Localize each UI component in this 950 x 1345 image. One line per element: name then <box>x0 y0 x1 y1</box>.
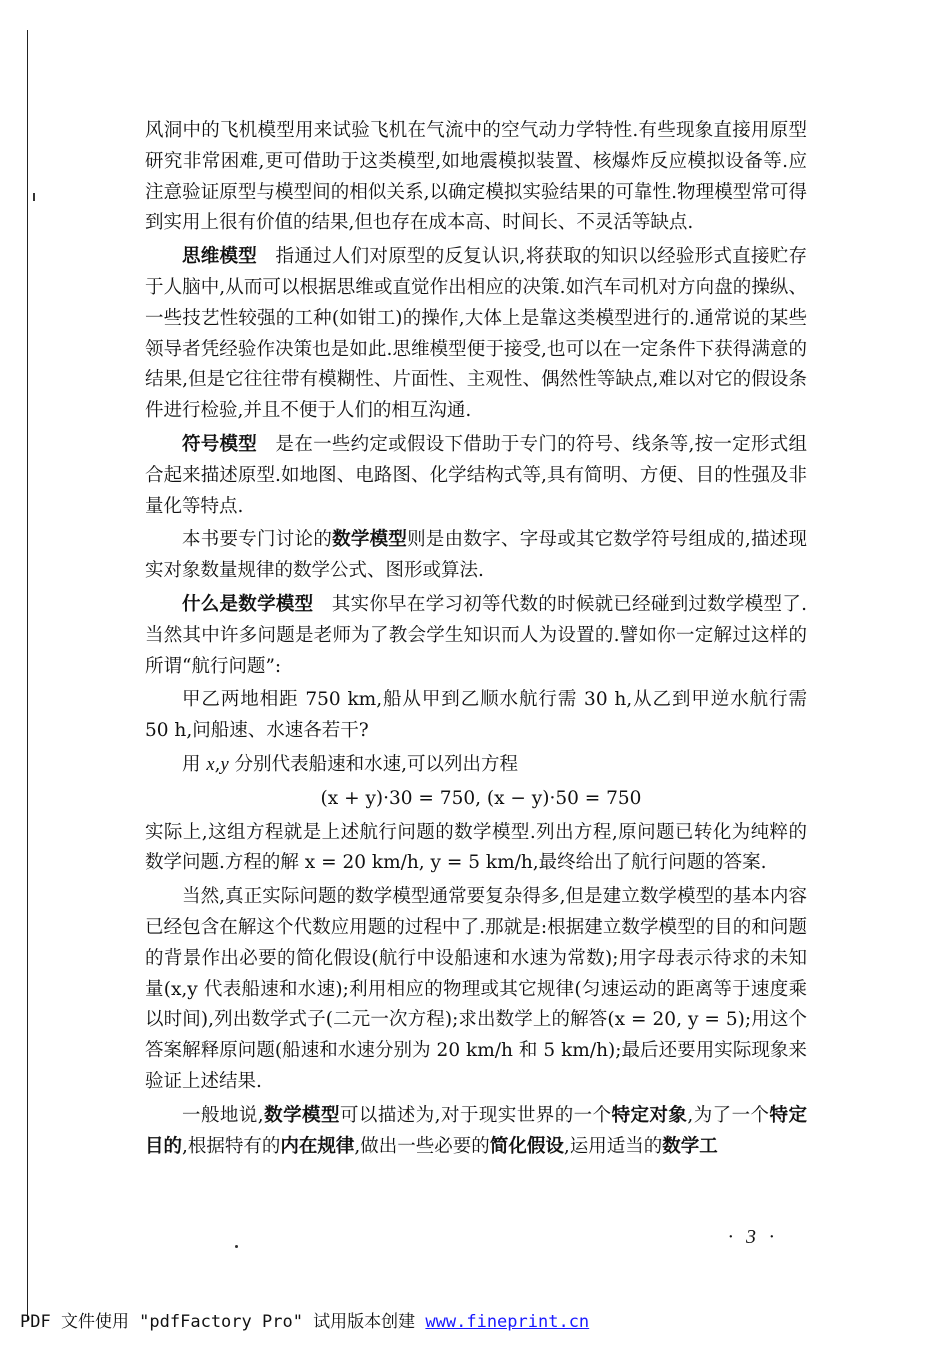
paragraph-symbol-model <box>145 430 807 522</box>
paragraph-navigation-problem: 甲乙两地相距 750 km,船从甲到乙顺水航行需 30 h,从乙到甲逆水航行需 50 h,问船速、水速各若干? <box>145 689 807 742</box>
equation-system: (x + y)·30 = 750, (x − y)·50 = 750 <box>320 787 642 809</box>
paragraph-physical-model-end: 风洞中的飞机模型用来试验飞机在气流中的空气动力学特性.有些现象直接用原型研究非常困难,更可借助于这类模型,如地震模拟装置、核爆炸反应模拟设备等.应注意验证原型与模型间的相似关系,以确定模拟实验结果的可靠性.物理模型常可得到实用上很有价值的结果,但也存在成本高、时间长、不灵活等缺点. <box>145 120 807 234</box>
math-model-intro-text-a: 本书要专门讨论的 <box>182 529 333 551</box>
term-specific-object: 特定对象 <box>611 1104 688 1126</box>
term-definition-math-model: 数学模型 <box>263 1104 340 1126</box>
paragraph-definition <box>145 1101 807 1163</box>
math-model-intro-text-b: 则是由数字、字母或其它数学符号组成的,描述现实对象数量规律的数学公式、图形或算法. <box>145 529 807 582</box>
scan-mark <box>33 193 35 201</box>
thinking-model-text: 指通过人们对原型的反复认识,将获取的知识以经验形式直接贮存于人脑中,从而可以根据思维或直觉作出相应的决策.如汽车司机对方向盘的操纵、一些技艺性较强的工种(如钳工)的操作,大体上是靠这类模型进行的.通常说的某些领导者凭经验作决策也是如此.思维模型便于接受,也可以在一定条件下获得满意的结果,但是它往往带有模糊性、片面性、主观性、偶然性等缺点,难以对它的假设条件进行检验,并且不便于人们的相互沟通. <box>145 246 807 422</box>
variables-text-c: 分别代表船速和水速,可以列出方程 <box>228 753 518 775</box>
definition-text-e: ,做出一些必要的 <box>354 1135 490 1157</box>
paragraph-variables <box>145 750 807 781</box>
term-simplifying-assumption: 简化假设 <box>489 1135 564 1157</box>
paragraph-equation-solution: 实际上,这组方程就是上述航行问题的数学模型.列出方程,原问题已转化为纯粹的数学问题.方程的解 x = 20 km/h, y = 5 km/h,最终给出了航行问题的答案. <box>145 821 807 874</box>
term-math-model: 数学模型 <box>332 529 408 551</box>
term-specific-purpose: 特定目的 <box>145 1104 807 1157</box>
scan-dot <box>235 1245 238 1248</box>
paragraph-what-is-math-model <box>145 590 807 682</box>
what-is-math-model-text: 其实你早在学习初等代数的时候就已经碰到过数学模型了.当然其中许多问题是老师为了教会学生知识而人为设置的.譬如你一定解过这样的所谓“航行问题”: <box>145 593 807 677</box>
paragraph-modeling-process: 当然,真正实际问题的数学模型通常要复杂得多,但是建立数学模型的基本内容已经包含在解这个代数应用题的过程中了.那就是:根据建立数学模型的目的和问题的背景作出必要的简化假设(航行中设船速和水速为常数);用字母表示待求的未知量(x,y 代表船速和水速);利用相应的物理或其它规律(匀速运动的距离等于速度乘以时间),列出数学式子(二元一次方程);求出数学上的解答(x = 20, y = 5);用这个答案解释原问题(船速和水速分别为 20 km/h 和 5 km/h);最后还要用实际现象来验证上述结果. <box>145 886 807 1092</box>
term-math-tool: 数学工 <box>662 1135 718 1157</box>
variables-text-b: , <box>214 753 221 775</box>
variables-text-a: 用 <box>182 753 207 775</box>
paragraph-thinking-model <box>145 242 807 427</box>
definition-text-f: ,运用适当的 <box>563 1135 663 1157</box>
var-y: y <box>220 754 229 775</box>
term-thinking-model: 思维模型 <box>182 246 258 268</box>
pdf-footer <box>20 1307 589 1332</box>
var-x: x <box>206 754 215 775</box>
page-edge-rule <box>27 30 28 1320</box>
page-body <box>145 116 807 1162</box>
definition-text-a: 一般地说, <box>182 1104 264 1126</box>
symbol-model-text: 是在一些约定或假设下借助于专门的符号、线条等,按一定形式组合起来描述原型.如地图、电路图、化学结构式等,具有简明、方便、目的性强及非量化等特点. <box>145 433 807 517</box>
definition-text-d: ,根据特有的 <box>182 1135 281 1157</box>
footer-link[interactable]: www.fineprint.cn <box>425 1312 590 1332</box>
footer-text: PDF 文件使用 "pdfFactory Pro" 试用版本创建 <box>20 1312 426 1332</box>
term-symbol-model: 符号模型 <box>182 433 258 455</box>
definition-text-b: 可以描述为,对于现实世界的一个 <box>339 1104 612 1126</box>
term-what-is-math-model: 什么是数学模型 <box>182 593 314 615</box>
term-inner-law: 内在规律 <box>280 1135 355 1157</box>
definition-text-c: ,为了一个 <box>687 1104 770 1126</box>
page-number: · 3 · <box>728 1226 778 1248</box>
paragraph-math-model-intro <box>145 525 807 587</box>
